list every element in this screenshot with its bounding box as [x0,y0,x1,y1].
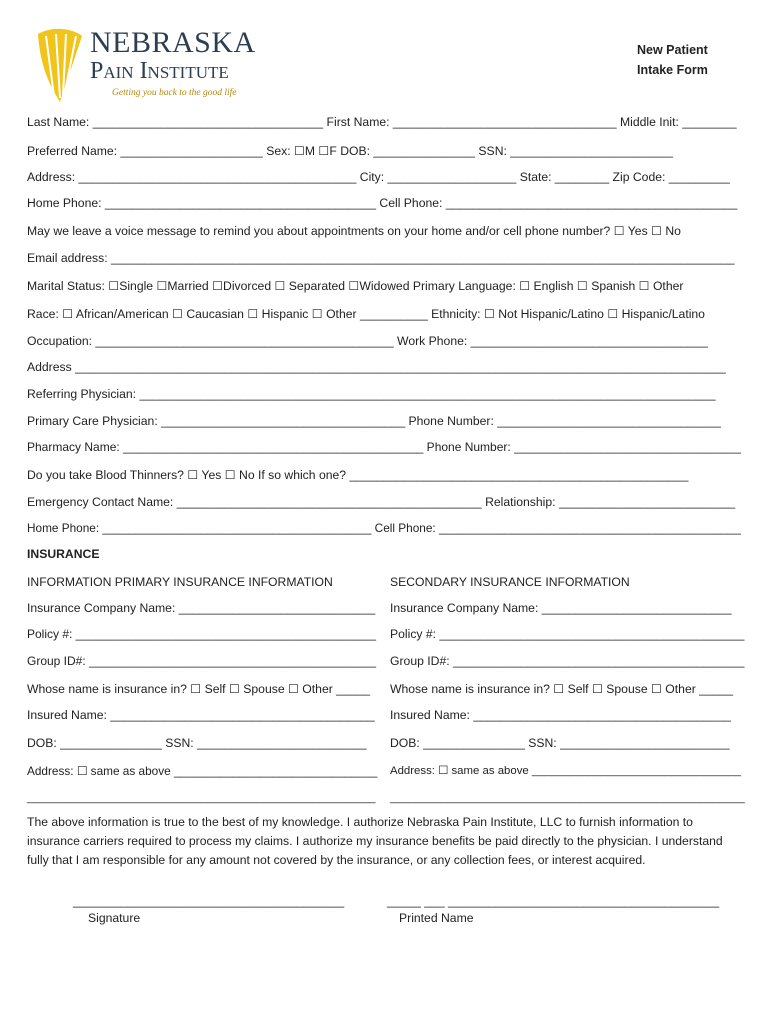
pharmacy-row[interactable]: Pharmacy Name: _____________________________________________ Phone Number: __________________________________ [27,440,741,454]
name-row[interactable]: Last Name: __________________________________ First Name: _________________________________ Middle Init: ________ [27,115,737,129]
occupation-row[interactable]: Occupation: ____________________________________________ Work Phone: ___________________________________ [27,334,708,348]
address-row[interactable]: Address: _________________________________________ City: ___________________ State: ________ Zip Code: _________ [27,170,730,184]
blood-thinners-row[interactable]: Do you take Blood Thinners? ☐ Yes ☐ No If so which one? __________________________________________________ [27,468,689,482]
signature-label: Signature [88,911,141,925]
form-title [637,40,708,80]
race-ethnicity-row[interactable]: Race: ☐ African/American ☐ Caucasian ☐ Hispanic ☐ Other __________ Ethnicity: ☐ Not Hispanic/Latino ☐ Hispanic/Latino [27,307,705,321]
primary-policy-row[interactable]: Policy #: _____________________________________________ [27,627,377,641]
voice-message-row[interactable]: May we leave a voice message to remind you about appointments on your home and/or cell phone number? ☐ Yes ☐ No [27,224,681,238]
referring-physician-row[interactable]: Referring Physician: _____________________________________________________________________________________ [27,387,716,401]
primary-company-row[interactable]: Insurance Company Name: _____________________________ [27,601,376,615]
primary-address-line-2[interactable]: ________________________________________________________ [27,792,376,804]
emergency-phone-row[interactable]: Home Phone: _________________________________________ Cell Phone: ______________________________________________ [27,521,741,535]
secondary-address-line-2[interactable]: ________________________________________________________ [390,792,745,804]
home-phone-row[interactable]: Home Phone: ________________________________________ Cell Phone: ___________________________________________ [27,196,738,210]
marital-status-row[interactable]: Marital Status: ☐Single ☐Married ☐Divorced ☐ Separated ☐Widowed Primary Language: ☐ English ☐ Spanish ☐ Other [27,279,684,293]
secondary-insurance-header: SECONDARY INSURANCE INFORMATION [390,575,630,589]
authorization-statement: The above information is true to the best of my knowledge. I authorize Nebraska Pain Institute, LLC to furnish information to insurance carriers required to process my claims. I authorize my insurance benefits be paid directly to the physician. I understand fully that I am responsible for any amount not covered by the insurance, or any collection fees, or interest acquired. [27,815,723,867]
preferred-name-row[interactable]: Preferred Name: _____________________ Sex: ☐M ☐F DOB: _______________ SSN: ________________________ [27,144,673,158]
secondary-policy-row[interactable]: Policy #: _____________________________________________ [390,627,745,641]
form-title-line-1: New Patient [637,43,708,57]
secondary-whose-name-row[interactable]: Whose name is insurance in? ☐ Self ☐ Spouse ☐ Other _____ [390,682,734,696]
secondary-dob-ssn-row[interactable]: DOB: _______________ SSN: _________________________ [390,736,730,750]
logo-mark-icon [32,26,86,104]
logo-subtitle: Pain Institute [90,58,229,84]
logo-tagline: Getting you back to the good life [112,88,237,98]
nebraska-pain-institute-logo [30,22,270,106]
secondary-company-row[interactable]: Insurance Company Name: ____________________________ [390,601,732,615]
primary-insurance-header: INFORMATION PRIMARY INSURANCE INFORMATION [27,575,333,589]
primary-insured-name-row[interactable]: Insured Name: _______________________________________ [27,708,375,722]
primary-group-row[interactable]: Group ID#: ___________________________________________ [27,654,377,668]
email-row[interactable]: Email address: ____________________________________________________________________________________________ [27,251,735,265]
primary-whose-name-row[interactable]: Whose name is insurance in? ☐ Self ☐ Spouse ☐ Other _____ [27,682,371,696]
primary-dob-ssn-row[interactable]: DOB: _______________ SSN: _________________________ [27,736,367,750]
form-title-line-2: Intake Form [637,63,708,77]
secondary-address-row[interactable]: Address: ☐ same as above _________________________________ [390,765,741,777]
secondary-insured-name-row[interactable]: Insured Name: ______________________________________ [390,708,731,722]
secondary-group-row[interactable]: Group ID#: ___________________________________________ [390,654,745,668]
emergency-contact-row[interactable]: Emergency Contact Name: _____________________________________________ Relationship: __________________________ [27,495,736,509]
primary-address-row[interactable]: Address: ☐ same as above _______________________________ [27,764,378,778]
primary-care-row[interactable]: Primary Care Physician: ____________________________________ Phone Number: _________________________________ [27,414,721,428]
logo-name: NEBRASKA [90,26,256,59]
signature-line[interactable]: ________________________________________ [73,894,345,908]
printed-name-label: Printed Name [399,911,474,925]
printed-name-line[interactable]: _____ ___ ________________________________________ [387,894,720,908]
insurance-heading: INSURANCE [27,547,100,561]
work-address-row[interactable]: Address ________________________________________________________________________________________________ [27,360,726,374]
